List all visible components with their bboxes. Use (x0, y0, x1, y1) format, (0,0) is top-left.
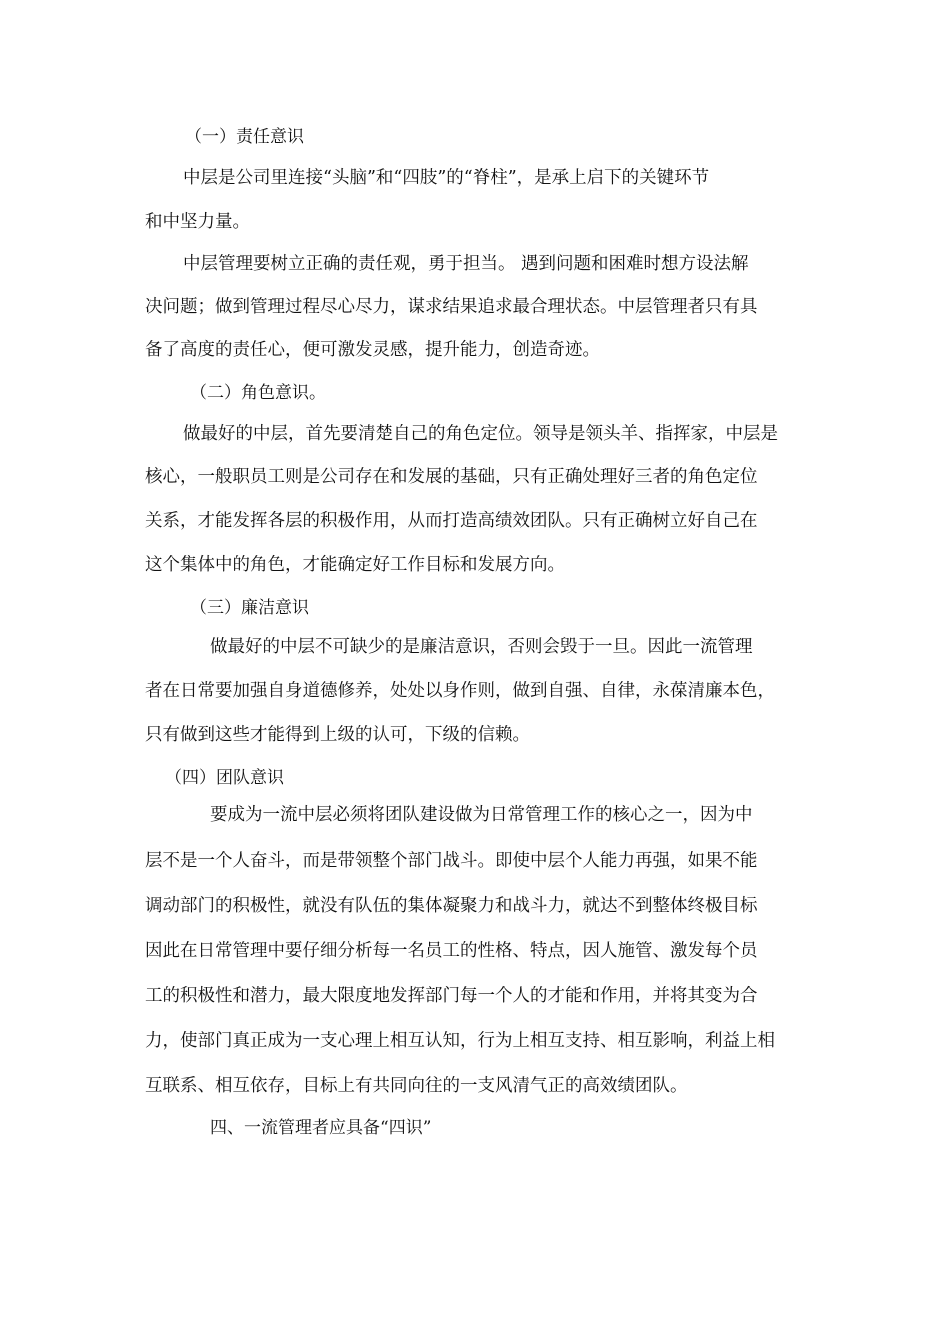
section-heading-team: （四）团队意识 (165, 768, 284, 788)
paragraph-line: 做最好的中层，首先要清楚自己的角色定位。领导是领头羊、指挥家，中层是 (183, 424, 778, 444)
paragraph-line: 做最好的中层不可缺少的是廉洁意识，否则会毁于一旦。因此一流管理 (210, 637, 753, 657)
paragraph-line: 层不是一个人奋斗，而是带领整个部门战斗。即使中层个人能力再强，如果不能 (145, 851, 758, 871)
paragraph-line: 备了高度的责任心，便可激发灵感，提升能力，创造奇迹。 (145, 340, 600, 360)
paragraph-line: 互联系、相互依存，目标上有共同向往的一支风清气正的高效绩团队。 (145, 1076, 688, 1096)
section-heading-integrity: （三）廉洁意识 (190, 598, 309, 618)
paragraph-line: 中层是公司里连接“头脑”和“四肢”的“脊柱”，是承上启下的关键环节 (183, 168, 710, 188)
section-heading-four-awareness: 四、一流管理者应具备“四识” (210, 1118, 432, 1138)
paragraph-line: 和中坚力量。 (145, 212, 250, 232)
paragraph-line: 决问题；做到管理过程尽心尽力，谋求结果追求最合理状态。中层管理者只有具 (145, 297, 758, 317)
paragraph-line: 这个集体中的角色，才能确定好工作目标和发展方向。 (145, 555, 565, 575)
paragraph-line: 要成为一流中层必须将团队建设做为日常管理工作的核心之一，因为中 (210, 805, 753, 825)
paragraph-line: 者在日常要加强自身道德修养，处处以身作则，做到自强、自律，永葆清廉本色， (145, 681, 775, 701)
paragraph-line: 力，使部门真正成为一支心理上相互认知，行为上相互支持、相互影响，利益上相 (145, 1031, 775, 1051)
paragraph-line: 只有做到这些才能得到上级的认可，下级的信赖。 (145, 725, 530, 745)
paragraph-line: 中层管理要树立正确的责任观，勇于担当。 遇到问题和困难时想方设法解 (183, 254, 749, 274)
section-heading-responsibility: （一）责任意识 (185, 127, 304, 147)
paragraph-line: 关系，才能发挥各层的积极作用，从而打造高绩效团队。只有正确树立好自己在 (145, 511, 758, 531)
paragraph-line: 核心，一般职员工则是公司存在和发展的基础，只有正确处理好三者的角色定位 (145, 467, 758, 487)
paragraph-line: 调动部门的积极性，就没有队伍的集体凝聚力和战斗力，就达不到整体终极目标 (145, 896, 758, 916)
paragraph-line: 工的积极性和潜力，最大限度地发挥部门每一个人的才能和作用，并将其变为合 (145, 986, 758, 1006)
paragraph-line: 因此在日常管理中要仔细分析每一名员工的性格、特点，因人施管、激发每个员 (145, 941, 758, 961)
section-heading-role: （二）角色意识。 (190, 383, 326, 403)
